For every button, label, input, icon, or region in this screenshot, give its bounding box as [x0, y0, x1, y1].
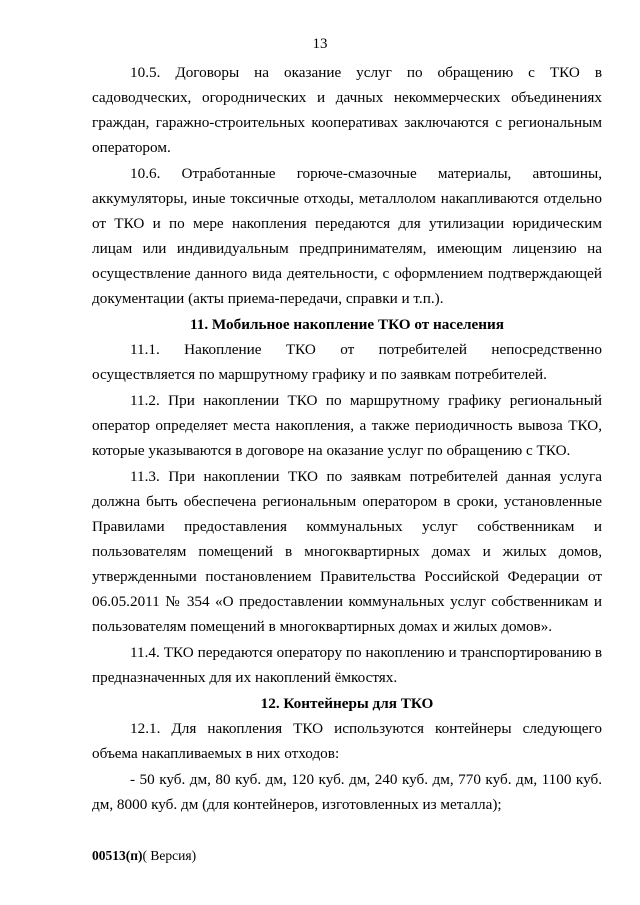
- paragraph-11-1: 11.1. Накопление ТКО от потребителей непосредственно осуществляется по маршрутному графику и по заявкам потребителей.: [92, 341, 602, 383]
- paragraph-11-3: 11.3. При накоплении ТКО по заявкам потребителей данная услуга должна быть обеспечена региональным оператором в сроки, установленные Правилами предоставления коммунальных услуг собственникам и пользователям помещений в многоквартирных домах и жилых домов, утвержденными постановлением Правительства Российской Федерации от 06.05.2011 № 354 «О предоставлении коммунальных услуг собственникам и пользователям помещений в многоквартирных домах и жилых домов».: [92, 468, 602, 635]
- paragraph-12-1: 12.1. Для накопления ТКО используются контейнеры следующего объема накапливаемых в них отходов:: [92, 720, 602, 762]
- section-heading-11: 11. Мобильное накопление ТКО от населения: [189, 316, 504, 333]
- list-item-container-volumes: - 50 куб. дм, 80 куб. дм, 120 куб. дм, 240 куб. дм, 770 куб. дм, 1100 куб. дм, 8000 куб. дм (для контейнеров, изготовленных из металла);: [92, 771, 602, 813]
- paragraph-11-4: 11.4. ТКО передаются оператору по накоплению и транспортированию в предназначенных для их накоплений ёмкостях.: [92, 644, 602, 686]
- section-heading-12: 12. Контейнеры для ТКО: [260, 695, 434, 712]
- paragraph-10-6: 10.6. Отработанные горюче-смазочные материалы, автошины, аккумуляторы, иные токсичные отходы, металлолом накапливаются отдельно от ТКО и по мере накопления передаются для утилизации юридическим лицам или индивидуальным предпринимателям, имеющим лицензию на осуществление данного вида деятельности, с оформлением подтверждающей документации (акты приема-передачи, справки и т.п.).: [92, 165, 602, 307]
- version-label: ( Версия): [142, 848, 197, 863]
- document-body: [92, 60, 602, 817]
- page-number: 13: [312, 36, 328, 52]
- paragraph-11-2: 11.2. При накоплении ТКО по маршрутному графику региональный оператор определяет места накопления, а также периодичность вывоза ТКО, которые указываются в договоре на оказание услуг по обращению с ТКО.: [92, 392, 602, 459]
- paragraph-10-5: 10.5. Договоры на оказание услуг по обращению с ТКО в садоводческих, огороднических и дачных некоммерческих объединениях граждан, гаражно-строительных кооперативах заключаются с региональным оператором.: [92, 64, 602, 156]
- document-footer: [92, 848, 196, 864]
- document-code: 00513(п): [92, 848, 143, 863]
